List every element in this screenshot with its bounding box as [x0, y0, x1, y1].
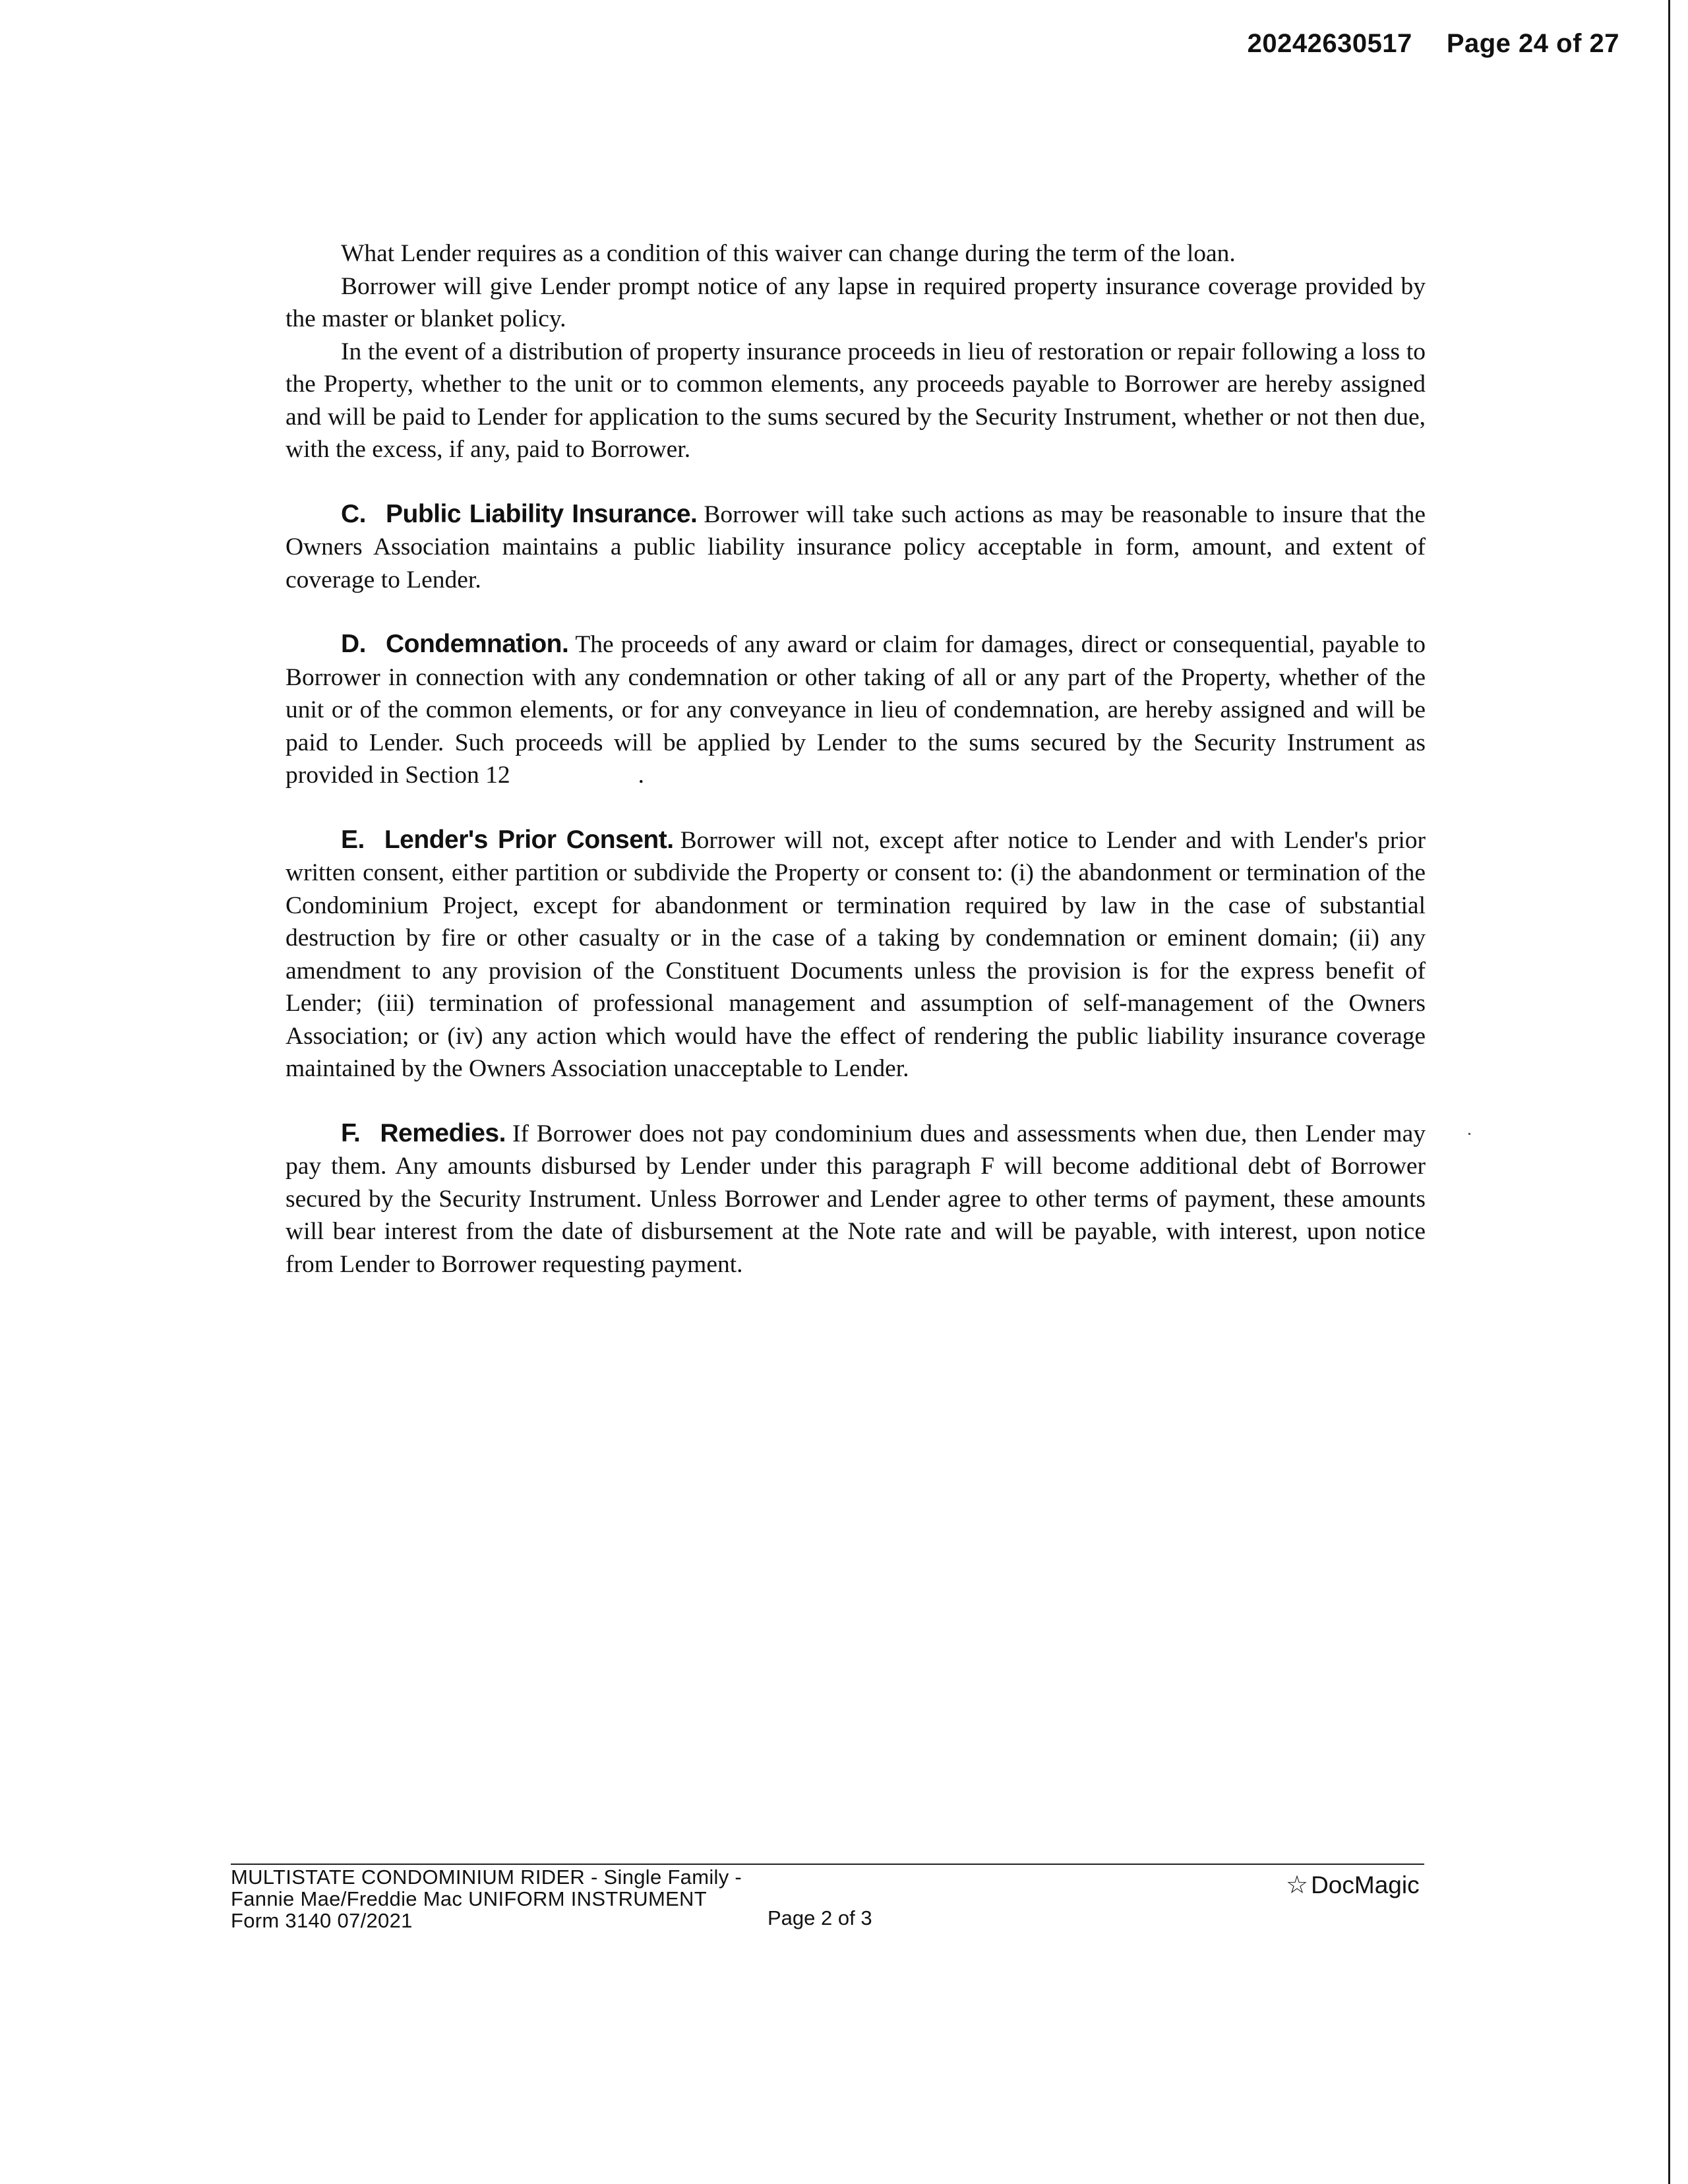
intro-paragraph: In the event of a distribution of property insurance proceeds in lieu of restoration or repair following a loss to the Property, whether to the unit or to common elements, any proceeds payable to Borrower are hereby assigned and will be paid to Lender for application to the sums secured by the Security Instrument, whether or not then due, with the excess, if any, paid to Borrower.: [286, 338, 1426, 463]
form-line: Fannie Mae/Freddie Mac UNIFORM INSTRUMENT: [231, 1887, 707, 1910]
form-page-number: Page 2 of 3: [768, 1906, 872, 1929]
section-text: The proceeds of any award or claim for damages, direct or consequential, payable to Borrower in connection with any condemnation or other taking of all or any part of the Property, whether of the unit or of the common elements, or for any conveyance in lieu of condemnation, are hereby assigned and will be paid to Lender. Such proceeds will be applied by Lender to the sums secured by the Security Instrument as provided in Section 12: [286, 631, 1426, 789]
section-letter: D.: [341, 630, 366, 658]
scan-speck: [1468, 1133, 1470, 1135]
brand-name: DocMagic: [1311, 1871, 1420, 1898]
docmagic-logo: [1286, 1870, 1420, 1900]
section-title: Lender's Prior Consent.: [384, 825, 674, 854]
scan-edge-line: [1668, 0, 1670, 2184]
section-letter: C.: [341, 499, 366, 528]
recording-header: [1248, 29, 1619, 59]
section-text: If Borrower does not pay condominium dues and assessments when due, then Lender may pay them. Any amounts disbursed by Lender under this paragraph F will become additional debt of Borrower secured by the Security Instrument. Unless Borrower and Lender agree to other terms of payment, these amounts will bear interest from the date of disbursement at the Note rate and will be payable, with interest, upon notice from Lender to Borrower requesting payment.: [286, 1120, 1426, 1278]
section-title: Remedies.: [380, 1118, 506, 1147]
section-letter: E.: [341, 825, 365, 854]
section-letter: F.: [341, 1118, 361, 1147]
intro-paragraph: Borrower will give Lender prompt notice of any lapse in required property insurance coverage provided by the master or blanket policy.: [286, 272, 1426, 332]
recording-page-label: Page 24 of 27: [1446, 29, 1619, 58]
form-line: MULTISTATE CONDOMINIUM RIDER - Single Family -: [231, 1866, 742, 1889]
document-number: 20242630517: [1247, 29, 1412, 58]
intro-paragraph: What Lender requires as a condition of this waiver can change during the term of the loan.: [341, 240, 1236, 267]
form-line: Form 3140 07/2021: [231, 1909, 413, 1932]
section-f: [286, 1117, 1426, 1281]
section-title: Condemnation.: [386, 630, 569, 658]
section-text: Borrower will not, except after notice to Lender and with Lender's prior written consent, either partition or subdivide the Property or consent to: (i) the abandonment or termination of the Condominium Project, except for abandonment or termination required by law in the case of substantial destruction by fire or other casualty or in the case of a taking by condemnation or eminent domain; (ii) any amendment to any provision of the Constituent Documents unless the provision is for the express benefit of Lender; (iii) termination of professional management and assumption of self-management of the Owners Association; or (iv) any action which would have the effect of rendering the public liability insurance coverage maintained by the Owners Association unacceptable to Lender.: [286, 826, 1426, 1082]
section-title: Public Liability Insurance.: [386, 499, 698, 528]
star-outline-icon: ☆: [1286, 1871, 1309, 1899]
section-text: Borrower will take such actions as may be reasonable to insure that the Owners Association maintains a public liability insurance policy acceptable in form, amount, and extent of coverage to Lender.: [286, 501, 1426, 593]
form-identification: [231, 1866, 742, 1931]
document-body: [286, 237, 1426, 1281]
section-d: [286, 628, 1426, 792]
section-c: [286, 498, 1426, 597]
section-e: [286, 824, 1426, 1085]
footer-divider: [231, 1864, 1424, 1865]
section-trailing-period: .: [638, 762, 644, 789]
